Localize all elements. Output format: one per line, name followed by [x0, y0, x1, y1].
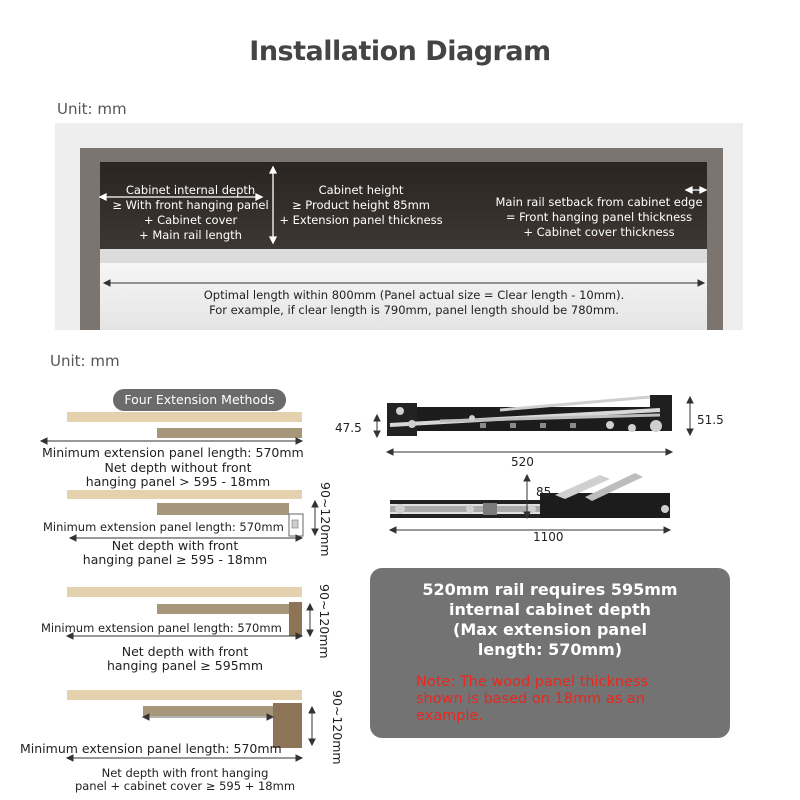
method2-min-length-label: Minimum extension panel length: 570mm	[43, 520, 284, 534]
page-title: Installation Diagram	[249, 36, 551, 67]
rail-setback-note: Main rail setback from cabinet edge = Front hanging panel thickness + Cabinet cover thickness	[495, 195, 703, 239]
method4-wood-rail	[67, 690, 302, 700]
method4-cabinet-cover	[289, 703, 302, 748]
method4-net-depth-label: Net depth with front hanging panel + cabinet cover ≥ 595 + 18mm	[74, 766, 296, 793]
method1-min-length-label: Minimum extension panel length: 570mm	[42, 445, 304, 460]
cabinet-dimension-arrows	[0, 0, 800, 330]
method3-extension-panel	[157, 604, 289, 614]
method4-min-length-label: Minimum extension panel length: 570mm	[20, 741, 282, 756]
rail-right-height-label: 51.5	[697, 413, 724, 427]
method2-height-range-label: 90~120mm	[318, 482, 333, 557]
method2-net-depth-label: Net depth with front hanging panel ≥ 595 - 18mm	[82, 538, 268, 567]
rail-length-1100-label: 1100	[533, 530, 564, 544]
wood-thickness-note: Note: The wood panel thickness shown is based on 18mm as an example.	[416, 674, 649, 724]
method4-height-range-label: 90~120mm	[330, 690, 345, 765]
method1-net-depth-label: Net depth without front hanging panel > 595 - 18mm	[85, 460, 271, 489]
cabinet-height-note: Cabinet height ≥ Product height 85mm + Extension panel thickness	[279, 183, 443, 227]
rail-length-520-label: 520	[511, 455, 534, 469]
method3-net-depth-label: Net depth with front hanging panel ≥ 595mm	[106, 644, 264, 673]
method1-wood-rail	[67, 412, 302, 422]
rail-height-85-label: 85	[536, 485, 552, 499]
method3-min-length-label: Minimum extension panel length: 570mm	[41, 621, 282, 635]
method2-extension-panel	[157, 503, 289, 515]
optimal-length-note: Optimal length within 800mm (Panel actual size = Clear length - 10mm). For example, if clear length is 790mm, panel length should be 780mm.	[203, 288, 625, 317]
rail-bottom	[390, 473, 670, 518]
method3-front-panel	[289, 602, 302, 636]
cabinet-depth-note: Cabinet internal depth ≥ With front hanging panel + Cabinet cover + Main rail length	[112, 183, 269, 242]
method1-extension-panel	[157, 428, 302, 438]
unit-label-bottom: Unit: mm	[50, 352, 120, 370]
requirement-title: 520mm rail requires 595mm internal cabinet depth (Max extension panel length: 570mm)	[422, 580, 678, 659]
rail-top	[387, 395, 672, 436]
method4-extension-panel	[143, 706, 273, 716]
method2-wood-rail	[67, 490, 302, 499]
unit-label-top: Unit: mm	[57, 100, 127, 118]
four-extension-methods-header: Four Extension Methods	[113, 389, 286, 411]
method3-height-range-label: 90~120mm	[317, 584, 332, 659]
rail-left-height-label: 47.5	[335, 421, 362, 435]
method3-wood-rail	[67, 587, 302, 597]
